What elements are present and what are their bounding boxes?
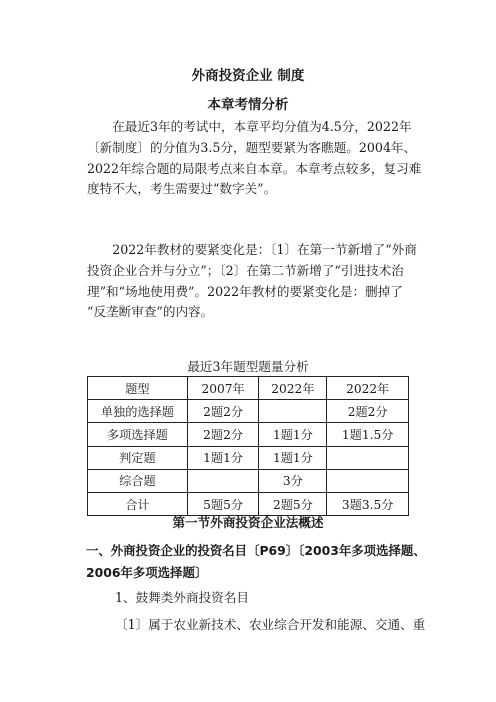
table-cell: 2题5分 [259, 492, 327, 515]
table-cell [327, 469, 409, 492]
table-cell: 1题1.5分 [327, 423, 409, 446]
paragraph-line: 2022年教材的要紧变化是：〔1〕在第一节新增了“外商 [87, 242, 417, 257]
paragraph-line: 〔新制度〕的分值为3.5分，题型要紧为客瞧题。2004年、 [87, 139, 417, 155]
changes-paragraph [87, 240, 417, 323]
table-caption: 最近3年题型题量分析 [187, 359, 309, 374]
table-row [88, 423, 409, 446]
table-cell: 1题1分 [259, 446, 327, 469]
table-header-cell: 2022年 [259, 377, 327, 400]
paragraph-line: “反垄断审查”的内容。 [87, 304, 214, 320]
table-cell: 1题1分 [259, 423, 327, 446]
section-title: 第一节外商投资企业法概述 [172, 515, 324, 530]
table-cell: 2题2分 [327, 400, 409, 423]
paragraph-line: 投资企业合并与分立”；〔2〕在第二节新增了“引进技术治 [87, 262, 404, 278]
table-row [88, 446, 409, 469]
chapter-analysis-heading: 本章考情分析 [207, 97, 289, 113]
table-cell: 合计 [88, 492, 188, 515]
intro-paragraph [87, 117, 422, 200]
table-cell: 3题3.5分 [327, 492, 409, 515]
table-header-cell: 2022年 [327, 377, 409, 400]
table-cell: 3分 [259, 469, 327, 492]
table-cell: 多项选择题 [88, 423, 188, 446]
table-cell: 综合题 [88, 469, 188, 492]
paragraph-line: 理”和“场地使用费”。2022年教材的要紧变化是：删掉了 [87, 283, 403, 299]
table-cell: 2题2分 [187, 400, 259, 423]
list-item: 〔1〕属于农业新技术、农业综合开发和能源、交通、重 [115, 617, 426, 632]
table-cell: 1题1分 [187, 446, 259, 469]
table-cell [259, 400, 327, 423]
table-row [88, 400, 409, 423]
paragraph-line: 在最近3年的考试中，本章平均分值为4.5分，2022年 [87, 119, 412, 134]
heading-level-1 [86, 540, 426, 584]
list-item: 1、鼓舞类外商投资名目 [115, 590, 249, 605]
document-title: 外商投资企业 制度 [191, 68, 305, 84]
table-cell [187, 469, 259, 492]
table-cell: 5题5分 [187, 492, 259, 515]
table-row [88, 469, 409, 492]
table-header-row [88, 377, 409, 400]
exam-stats-table [87, 376, 409, 516]
paragraph-line: 2022年综合题的局限考点来自本章。本章考点较多，复习难 [87, 160, 422, 176]
table-cell: 单独的选择题 [88, 400, 188, 423]
table-cell: 2题2分 [187, 423, 259, 446]
table-cell: 判定题 [88, 446, 188, 469]
table-cell [327, 446, 409, 469]
table-header-cell: 题型 [88, 377, 188, 400]
heading-line: 2006年多项选择题〕 [86, 565, 208, 580]
table-header-cell: 2007年 [187, 377, 259, 400]
paragraph-line: 度特不大，考生需要过“数字关”。 [87, 181, 277, 197]
heading-line: 一、外商投资企业的投资名目〔P69〕〔2003年多项选择题、 [86, 543, 426, 558]
